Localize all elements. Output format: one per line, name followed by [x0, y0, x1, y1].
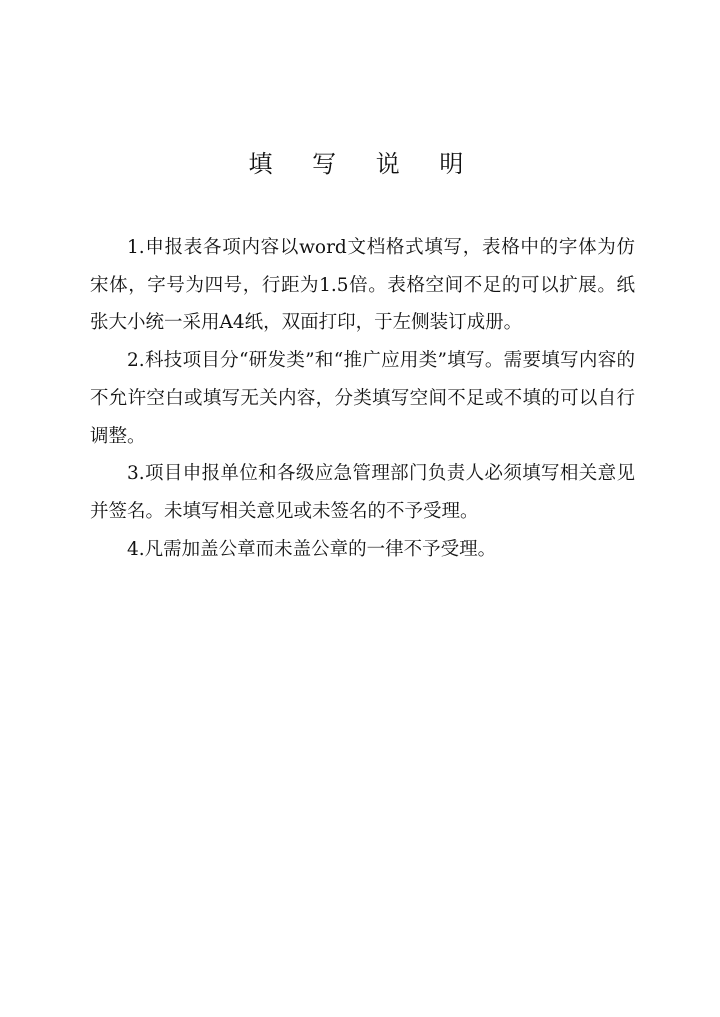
instruction-paragraph-3: 3.项目申报单位和各级应急管理部门负责人必须填写相关意见并签名。未填写相关意见或未签名的不予受理。 [90, 463, 635, 522]
instruction-paragraph-1: 1.申报表各项内容以word文档格式填写，表格中的字体为仿宋体，字号为四号，行距为1.5倍。表格空间不足的可以扩展。纸张大小统一采用A4纸，双面打印，于左侧装订成册。 [90, 237, 635, 334]
instruction-paragraph-2: 2.科技项目分“研发类”和“推广应用类”填写。需要填写内容的不允许空白或填写无关内容，分类填写空间不足或不填的可以自行调整。 [90, 350, 635, 447]
instruction-paragraph-4: 4.凡需加盖公章而未盖公章的一律不予受理。 [127, 538, 497, 560]
instructions-body [90, 229, 635, 568]
page-title: 填 写 说 明 [248, 150, 480, 178]
